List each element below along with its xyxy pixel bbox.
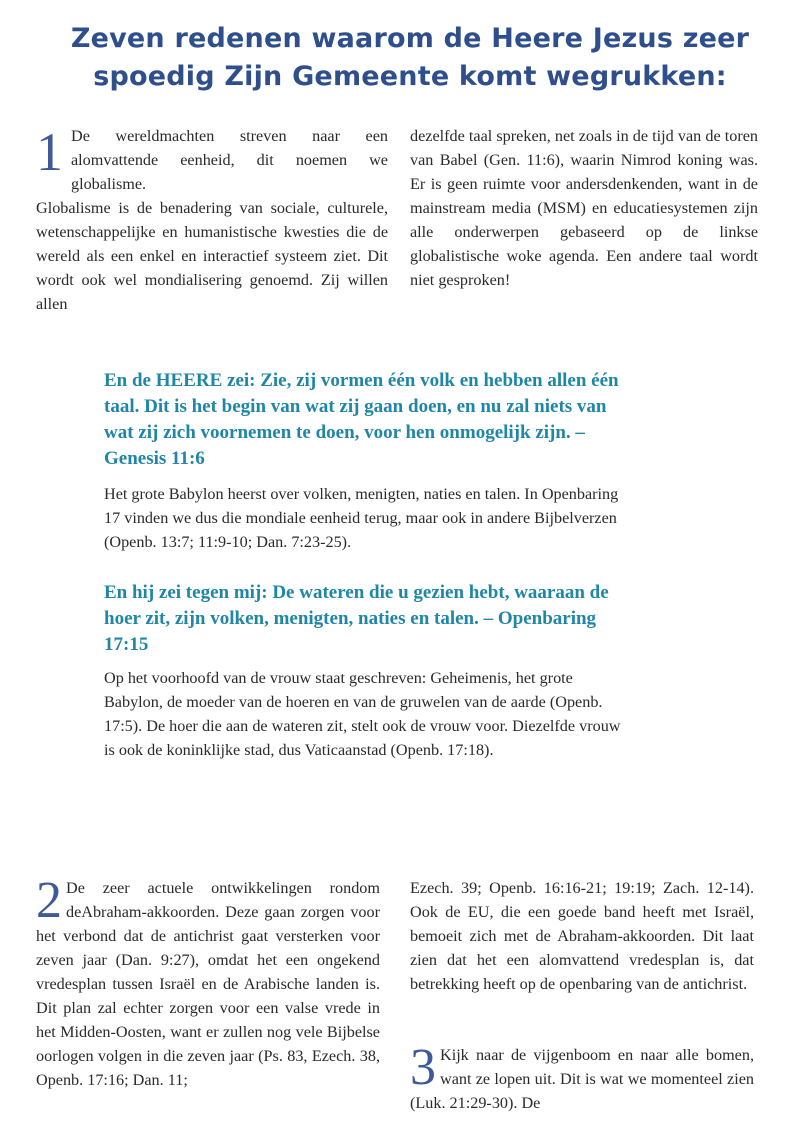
section-2-left-column: [36, 872, 380, 1092]
section-2-right-column: [410, 876, 754, 996]
section-1-paragraph-3: dezelfde taal spreken, net zoals in de tijd van de toren van Babel (Gen. 11:6), waarin Nimrod koning was. Er is geen ruimte voor andersdenkenden, want in de mainstream media (MSM) en educatiesystemen zijn alle onderwerpen gebaseerd op de linkse globalistische woke agenda. Een andere taal wordt niet gesproken!: [410, 127, 758, 289]
section-1-right-column: [410, 124, 758, 292]
quote-block-1: [104, 368, 624, 472]
babylon-paragraph: Het grote Babylon heerst over volken, menigten, naties en talen. In Openbaring 17 vinden we dus die mondiale eenheid terug, maar ook in andere Bijbelverzen (Openb. 13:7; 11:9-10; Dan. 7:23-25).: [104, 485, 619, 551]
page-title: Zeven redenen waarom de Heere Jezus zeer spoedig Zijn Gemeente komt wegrukken:: [70, 23, 750, 92]
section-3-column: [410, 1039, 754, 1115]
section-1-paragraph-1: De wereldmachten streven naar een alomvattende eenheid, dit noemen we globalisme.: [71, 127, 388, 193]
section-3-paragraph-1: Kijk naar de vijgenboom en naar alle bomen, want ze lopen uit. Dit is wat we momenteel zien (Luk. 21:29-30). De: [410, 1046, 754, 1112]
quote-block-2: [104, 580, 624, 658]
bible-quote-revelation: En hij zei tegen mij: De wateren die u gezien hebt, waaraan de hoer zit, zijn volken, menigten, naties en talen. – Openbaring 17:15: [104, 582, 609, 655]
section-2-paragraph-2: Ezech. 39; Openb. 16:16-21; 19:19; Zach. 12-14). Ook de EU, die een goede band heeft met Israël, bemoeit zich met de Abraham-akkoorden. Dit laat zien dat het een alomvattend vredesplan is, dat betrekking heeft op de openbaring van de antichrist.: [410, 879, 754, 993]
text-block-2: [104, 666, 624, 762]
section-2-number: 2: [36, 872, 62, 929]
section-3-number: 3: [410, 1039, 436, 1096]
bible-quote-genesis: En de HEERE zei: Zie, zij vormen één volk en hebben allen één taal. Dit is het begin van wat zij gaan doen, en nu zal niets van wat zij zich voornemen te doen, voor hen onmogelijk zijn. – Genesis 11:6: [104, 370, 619, 469]
section-1-paragraph-2: Globalisme is de benadering van sociale, culturele, wetenschappelijke en humanistische kwesties die de wereld als een enkel en interactief systeem ziet. Dit wordt ook wel mondialisering genoemd. Zij willen allen: [36, 199, 388, 313]
text-block-1: [104, 482, 624, 554]
section-1-left-column: [36, 124, 388, 316]
section-1-number: 1: [36, 122, 63, 182]
section-2-paragraph-1: De zeer actuele ontwikkelingen rondom deAbraham-akkoorden. Deze gaan zorgen voor het verbond dat de antichrist gaat versterken voor zeven jaar (Dan. 9:27), omdat het een ongekend vredesplan tussen Israël en de Arabische landen is. Dit plan zal echter zorgen voor een valse vrede in het Midden-Oosten, want er zullen nog vele Bijbelse oorlogen volgen in die zeven jaar (Ps. 83, Ezech. 38, Openb. 17:16; Dan. 11;: [36, 879, 380, 1089]
vatican-paragraph: Op het voorhoofd van de vrouw staat geschreven: Geheimenis, het grote Babylon, de moeder van de hoeren en van de gruwelen van de aarde (Openb. 17:5). De hoer die aan de wateren zit, stelt ook de vrouw voor. Diezelfde vrouw is ook de koninklijke stad, dus Vaticaanstad (Openb. 17:18).: [104, 669, 621, 759]
